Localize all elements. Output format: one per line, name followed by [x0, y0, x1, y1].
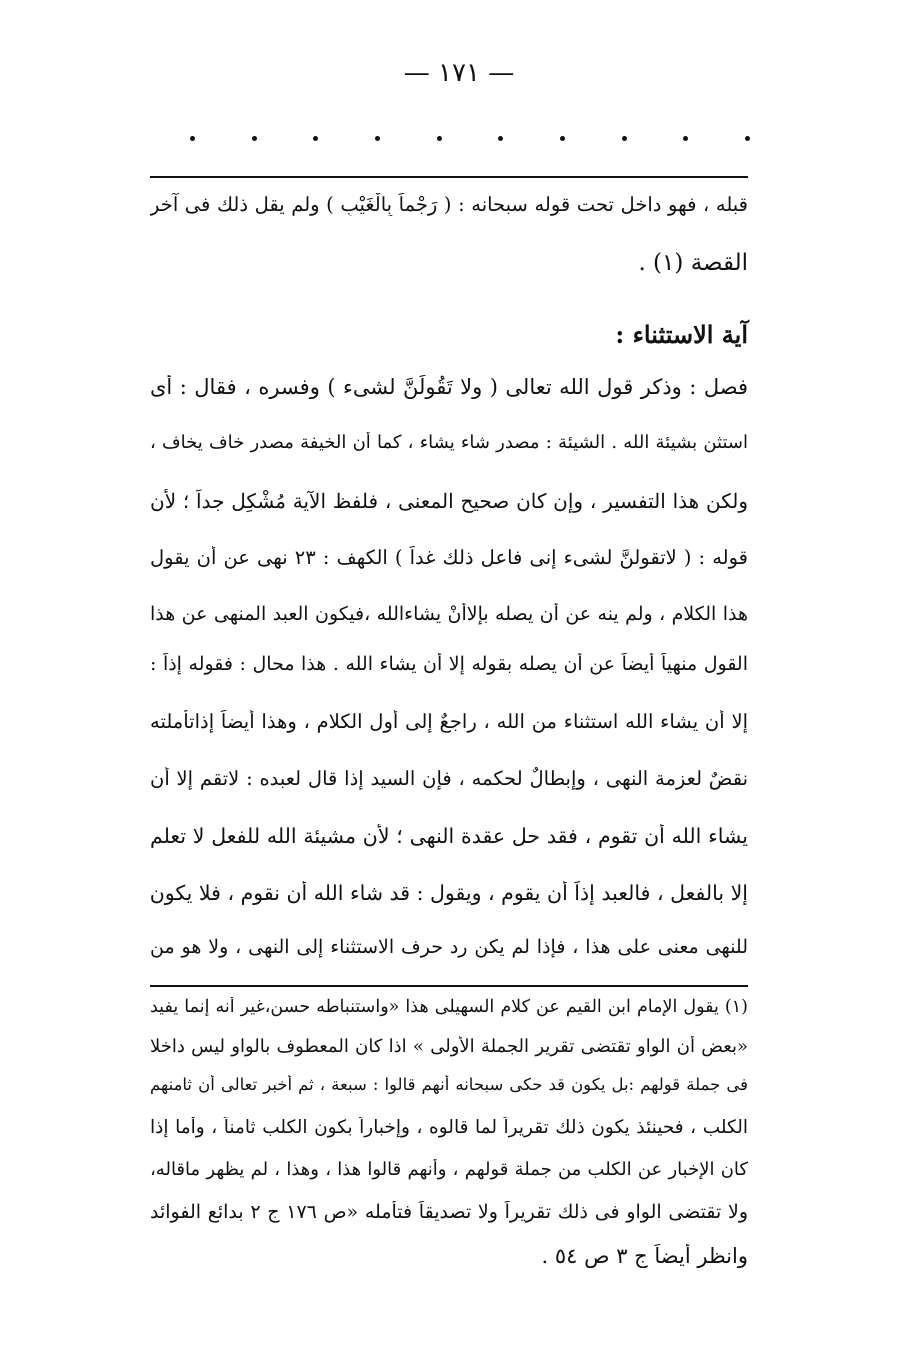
body-line: هذا الكلام ، ولم ينه عن أن يصله بإلاأنْ يشاءالله ،فيكون العبد المنهى عن هذا [150, 603, 748, 625]
intro-line: قبله ، فهو داخل تحت قوله سبحانه : ( رَجْماً بِالْغَيْبِ ) ولم يقل ذلك فى آخر [150, 193, 748, 216]
page-number: — ١٧١ — [403, 58, 515, 88]
body-line: إلا بالفعل ، فالعبد إذاً أن يقوم ، ويقول : قد شاء الله أن نقوم ، فلا يكون [150, 881, 748, 905]
ornament-dot [437, 136, 442, 141]
ornament-dot [622, 136, 627, 141]
body-line: نقضٌ لعزمة النهى ، وإبطالٌ لحكمه ، فإن السيد إذا قال لعبده : لاتقم إلا أن [150, 767, 748, 790]
footnote-rule [150, 985, 748, 987]
body-line: فصل : وذكر قول الله تعالى ( ولا تَقُولَنَّ لشىء ) وفسره ، فقال : أى [150, 375, 748, 399]
footnote-line: الكلب ، فحينئذ يكون ذلك تقريراً لما قالوه ، وإخباراً بكون الكلب ثامناً ، وأما إذا [150, 1117, 748, 1138]
ornament-dot [498, 136, 503, 141]
footnote-line: (١) يقول الإمام ابن القيم عن كلام السهيلى هذا «واستنباطه حسن،غير أنه إنما يفيد [150, 997, 748, 1017]
body-line: القول منهياً أيضاً عن أن يصله بقوله إلا أن يشاء الله . هذا محال : فقوله إذاً : [150, 653, 748, 675]
body-line: للنهى معنى على هذا ، فإذا لم يكن رد حرف الاستثناء إلى النهى ، ولا هو من [150, 936, 748, 958]
body-line: يشاء الله أن تقوم ، فقد حل عقدة النهى ؛ لأن مشيئة الله للفعل لا تعلم [150, 824, 748, 848]
ornament-dot [745, 136, 750, 141]
ornament-dot [190, 136, 195, 141]
footnote-line: وانظر أيضاً ج ٣ ص ٥٤ . [541, 1244, 748, 1268]
intro-line: القصة (١) . [638, 250, 748, 276]
ornament-dot [313, 136, 318, 141]
footnote-line: «بعض أن الواو تقتضى تقرير الجملة الأولى » اذا كان المعطوف بالواو ليس داخلا [150, 1036, 748, 1057]
ornament-dot [560, 136, 565, 141]
footnote-line: ولا تقتضى الواو فى ذلك تقريراً ولا تصديقاً فتأمله «ص ١٧٦ ج ٢ بدائع الفوائد [150, 1201, 748, 1223]
ornament-dot [375, 136, 380, 141]
top-rule [150, 176, 748, 178]
body-line: إلا أن يشاء الله استثناء من الله ، راجعٌ إلى أول الكلام ، وهذا أيضاً إذاتأملته [150, 710, 748, 733]
footnote-line: كان الإخبار عن الكلب من جملة قولهم ، وأنهم قالوا هذا ، وهذا ، لم يظهر ماقاله، [150, 1159, 748, 1180]
section-heading: آية الاستثناء : [615, 320, 748, 349]
body-line: قوله : ( لاتقولنَّ لشىء إنى فاعل ذلك غداً ) الكهف : ٢٣ نهى عن أن يقول [150, 546, 748, 569]
ornament-dots [190, 136, 750, 141]
body-line: ولكن هذا التفسير ، وإن كان صحيح المعنى ، فلفظ الآية مُشْكِل جداً ؛ لأن [150, 489, 748, 513]
footnote-line: فى جملة قولهم :بل يكون قد حكى سبحانه أنهم قالوا : سبعة ، ثم أخبر تعالى أن ثامنهم [150, 1075, 748, 1094]
ornament-dot [683, 136, 688, 141]
ornament-dot [252, 136, 257, 141]
body-line: استثن بشيئة الله . الشيئة : مصدر شاء يشاء ، كما أن الخيفة مصدر خاف يخاف ، [150, 432, 748, 453]
